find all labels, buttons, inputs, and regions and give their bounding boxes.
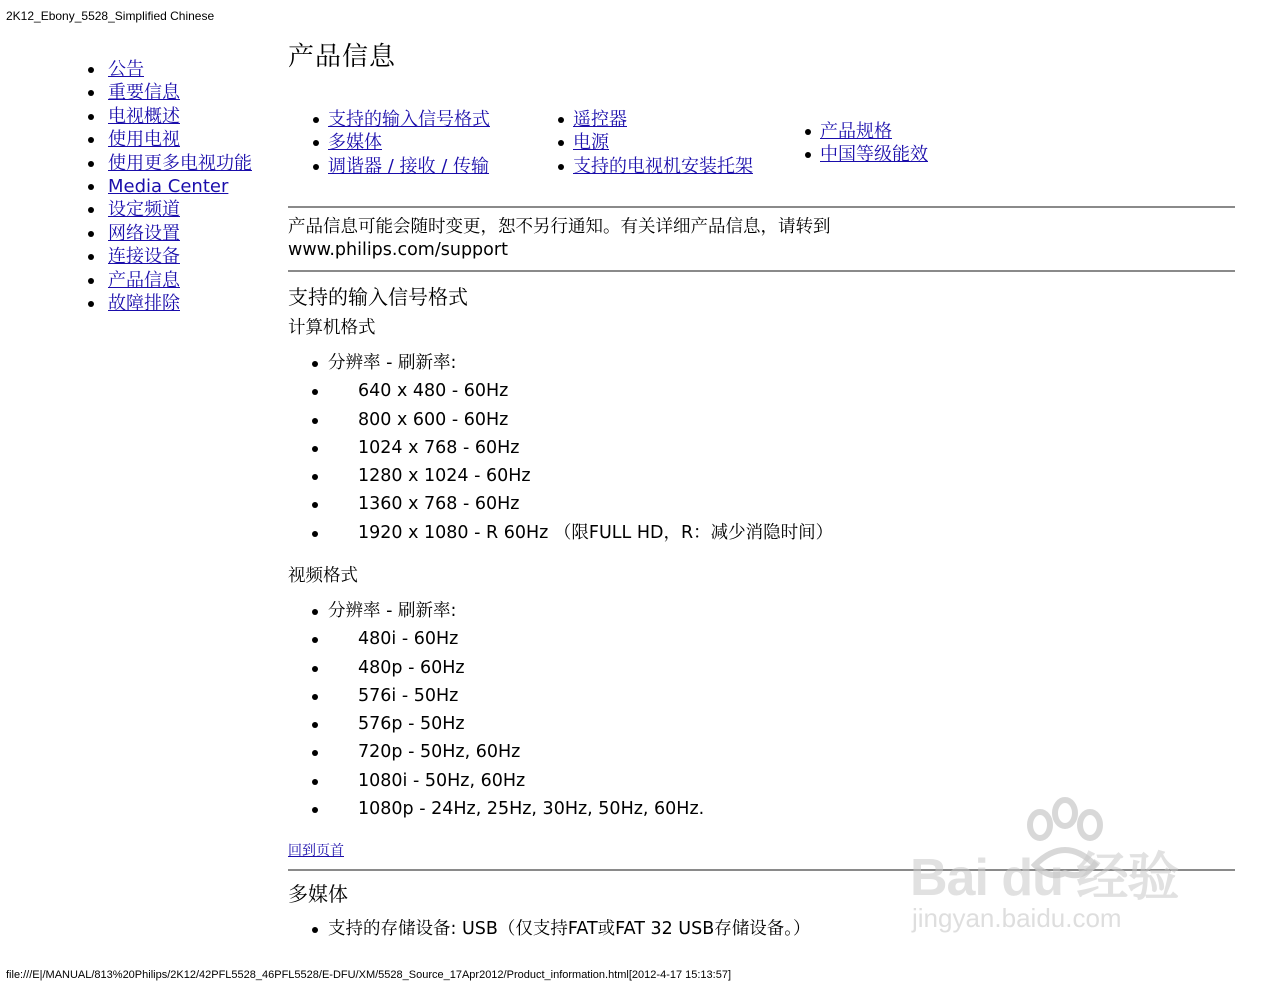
sidebar-item-announcement [85, 58, 252, 81]
sidebar-link-announcement[interactable]: 公告 [108, 59, 144, 80]
sidebar-item-channels [85, 198, 252, 221]
list-item: 1080p - 24Hz, 25Hz, 30Hz, 50Hz, 60Hz. [288, 795, 704, 823]
divider [288, 869, 1235, 871]
topic-nav-column-1 [288, 108, 490, 178]
topic-link-power[interactable]: 电源 [573, 132, 609, 154]
topic-nav-item [288, 131, 490, 154]
sidebar-item-product-info [85, 269, 252, 292]
print-footer: file:///E|/MANUAL/813%20Philips/2K12/42PFL5528_46PFL5528/E-DFU/XM/5528_Source_17Apr2012/Product_information.html[2012-4-17 15:13:57] [6, 969, 732, 981]
topic-nav-item [780, 120, 928, 143]
topic-link-specs[interactable]: 产品规格 [820, 121, 892, 142]
paw-logo-icon [1010, 795, 1120, 885]
topic-link-mounts[interactable]: 支持的电视机安装托架 [573, 155, 753, 177]
list-item: 支持的存储设备: USB（仅支持FAT或FAT 32 USB存储设备。） [288, 915, 810, 943]
notice-text [288, 216, 831, 262]
divider [288, 270, 1235, 272]
page-title: 产品信息 [288, 42, 397, 72]
notice-line-1: 产品信息可能会随时变更，恕不另行通知。有关详细产品信息，请转到 [288, 217, 831, 237]
sidebar-link-important[interactable]: 重要信息 [108, 82, 180, 104]
section-title-input-formats: 支持的输入信号格式 [288, 285, 468, 309]
sidebar-link-media-center[interactable]: Media Center [108, 175, 229, 197]
topic-nav-item [288, 155, 490, 178]
sidebar-nav [85, 58, 252, 315]
list-item: 分辨率 - 刷新率: [288, 349, 833, 377]
topic-link-remote[interactable]: 遥控器 [573, 109, 627, 130]
list-item: 1920 x 1080 - R 60Hz （限FULL HD，R：减少消隐时间） [288, 519, 833, 547]
list-item: 576i - 50Hz [288, 682, 704, 710]
video-format-list [288, 597, 704, 823]
pc-format-list [288, 349, 833, 547]
topic-link-multimedia[interactable]: 多媒体 [328, 132, 382, 154]
topic-link-tuner[interactable]: 调谐器 / 接收 / 传输 [328, 155, 490, 177]
topic-nav-column-3 [780, 120, 928, 167]
back-to-top-link[interactable]: 回到页首 [288, 843, 344, 859]
list-item: 640 x 480 - 60Hz [288, 377, 833, 405]
list-item: 1360 x 768 - 60Hz [288, 490, 833, 518]
sidebar-link-overview[interactable]: 电视概述 [108, 105, 180, 127]
sidebar-item-troubleshoot [85, 292, 252, 315]
watermark-brand: Bai du 经验 [910, 849, 1179, 907]
sidebar-link-product-info[interactable]: 产品信息 [108, 269, 180, 291]
sidebar-link-connect[interactable]: 连接设备 [108, 246, 180, 268]
sidebar-link-use-tv[interactable]: 使用电视 [108, 129, 180, 151]
topic-nav-item [288, 108, 490, 131]
sidebar-item-use-tv [85, 128, 252, 151]
notice-url: www.philips.com/support [288, 240, 508, 260]
topic-link-energy-rating[interactable]: 中国等级能效 [820, 144, 928, 166]
watermark-site: jingyan.baidu.com [912, 903, 1122, 933]
print-header: 2K12_Ebony_5528_Simplified Chinese [6, 9, 215, 23]
sidebar-link-troubleshoot[interactable]: 故障排除 [108, 292, 180, 314]
sidebar-item-important [85, 81, 252, 104]
multimedia-list [288, 915, 810, 943]
sidebar-link-network[interactable]: 网络设置 [108, 222, 180, 244]
topic-nav-item [533, 108, 753, 131]
list-item: 1024 x 768 - 60Hz [288, 434, 833, 462]
section-title-multimedia: 多媒体 [288, 882, 348, 906]
sidebar-item-media-center [85, 175, 252, 198]
sidebar-link-more-features[interactable]: 使用更多电视功能 [108, 152, 252, 174]
sidebar-link-channels[interactable]: 设定频道 [108, 199, 180, 221]
list-item: 720p - 50Hz, 60Hz [288, 738, 704, 766]
sidebar-item-overview [85, 105, 252, 128]
sidebar-item-more-features [85, 152, 252, 175]
divider [288, 206, 1235, 208]
list-item: 480i - 60Hz [288, 625, 704, 653]
subsection-title-video: 视频格式 [288, 566, 358, 586]
list-item: 分辨率 - 刷新率: [288, 597, 704, 625]
topic-nav-item [533, 155, 753, 178]
subsection-title-pc: 计算机格式 [288, 318, 376, 338]
sidebar-item-network [85, 222, 252, 245]
topic-nav-column-2 [533, 108, 753, 178]
sidebar-item-connect [85, 245, 252, 268]
topic-nav-item [780, 143, 928, 166]
list-item: 576p - 50Hz [288, 710, 704, 738]
topic-link-input-formats[interactable]: 支持的输入信号格式 [328, 109, 490, 130]
list-item: 800 x 600 - 60Hz [288, 406, 833, 434]
list-item: 1080i - 50Hz, 60Hz [288, 767, 704, 795]
topic-nav-item [533, 131, 753, 154]
list-item: 1280 x 1024 - 60Hz [288, 462, 833, 490]
list-item: 480p - 60Hz [288, 654, 704, 682]
topic-nav [288, 108, 1235, 188]
